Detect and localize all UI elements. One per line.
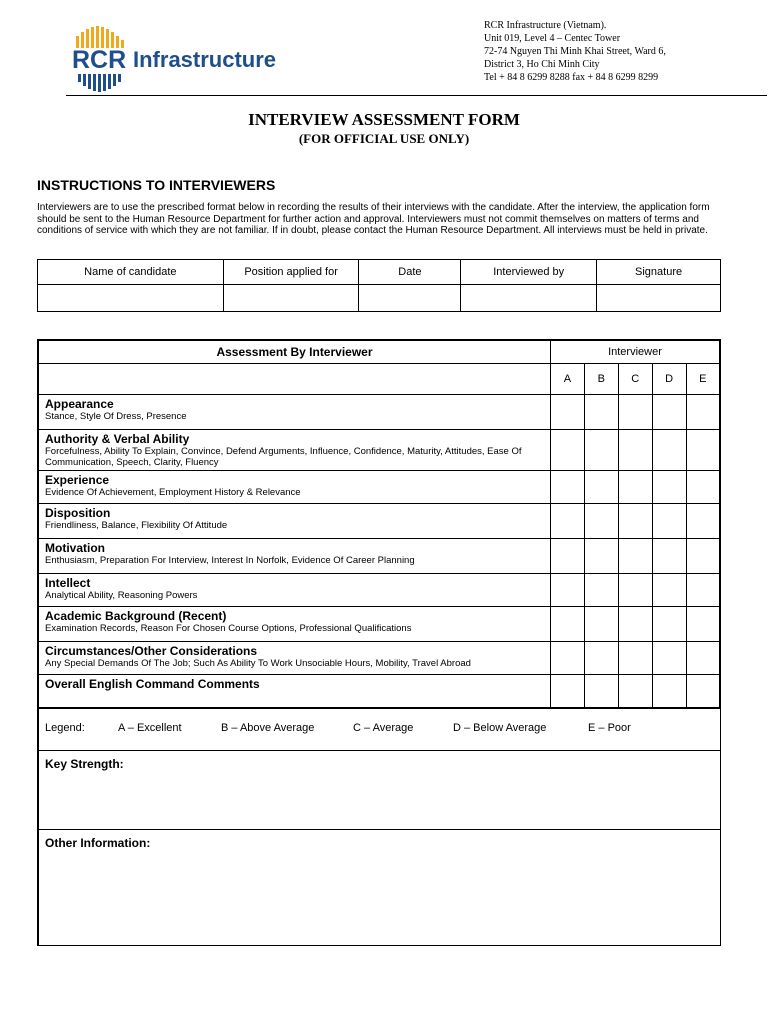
position-field[interactable] [223,285,359,312]
criteria-description: Evidence Of Achievement, Employment History & Relevance [45,486,301,498]
criteria-name: Authority & Verbal Ability [45,431,190,446]
rating-cell[interactable] [550,573,584,606]
rating-cell[interactable] [686,641,720,674]
rating-cell[interactable] [652,429,686,470]
grade-letter: D [652,363,686,394]
legend-e: E – Poor [588,722,631,734]
address-line: RCR Infrastructure (Vietnam). [484,20,607,31]
legend-and-notes [37,708,721,946]
criteria-cell [38,674,550,708]
address-line: Tel + 84 8 6299 8288 fax + 84 8 6299 8299 [484,72,659,83]
criteria-description: Any Special Demands Of The Job; Such As Ability To Work Unsociable Hours, Mobility, Travel Abroad [45,657,471,669]
rating-cell[interactable] [550,429,584,470]
criteria-cell [38,573,550,606]
criteria-row [38,606,720,641]
position-header: Position applied for [223,260,359,285]
criteria-description: Forcefulness, Ability To Explain, Convince, Defend Arguments, Influence, Confidence, Maturity, Attitudes, Ease Of Communication, Speech, Clarity, Fluency [45,445,522,468]
candidate-info-table [37,259,721,312]
address-line: District 3, Ho Chi Minh City [484,59,600,70]
key-strength-label: Key Strength: [45,757,124,771]
rating-cell[interactable] [652,674,686,708]
interviewed-by-header: Interviewed by [461,260,597,285]
legend-a: A – Excellent [118,722,182,734]
rating-cell[interactable] [652,538,686,573]
candidate-name-field[interactable] [38,285,224,312]
rating-cell[interactable] [584,606,618,641]
criteria-cell [38,470,550,503]
rating-cell[interactable] [550,641,584,674]
key-strength-section[interactable] [39,751,720,830]
criteria-row [38,674,720,708]
criteria-row [38,573,720,606]
company-logo [70,26,300,94]
rating-cell[interactable] [550,394,584,429]
criteria-description: Friendliness, Balance, Flexibility Of Attitude [45,519,228,531]
rating-cell[interactable] [618,573,652,606]
criteria-name: Academic Background (Recent) [45,608,227,623]
criteria-name: Disposition [45,505,111,520]
rating-cell[interactable] [618,429,652,470]
rating-cell[interactable] [584,503,618,538]
criteria-name: Overall English Command Comments [45,676,260,691]
criteria-row [38,470,720,503]
rating-cell[interactable] [686,470,720,503]
rating-cell[interactable] [584,674,618,708]
criteria-cell [38,538,550,573]
other-information-section[interactable] [39,830,720,945]
criteria-cell [38,394,550,429]
rating-cell[interactable] [618,674,652,708]
logo-rcr-text: RCR [72,46,127,74]
grade-letter: E [686,363,720,394]
rating-cell[interactable] [686,573,720,606]
signature-header: Signature [597,260,721,285]
assessment-heading: Assessment By Interviewer [38,340,550,363]
criteria-cell [38,503,550,538]
logo-infrastructure-text: Infrastructure [133,47,277,72]
address-line: Unit 019, Level 4 – Centec Tower [484,33,621,44]
other-information-label: Other Information: [45,836,151,850]
rating-cell[interactable] [686,538,720,573]
rating-cell[interactable] [618,641,652,674]
legend-b: B – Above Average [221,722,315,734]
rating-cell[interactable] [550,538,584,573]
criteria-row [38,429,720,470]
criteria-cell [38,606,550,641]
criteria-name: Intellect [45,575,91,590]
legend-d: D – Below Average [453,722,547,734]
criteria-cell [38,429,550,470]
rating-cell[interactable] [618,503,652,538]
criteria-name: Experience [45,472,110,487]
rating-cell[interactable] [686,503,720,538]
letters-spacer [38,363,550,394]
rating-cell[interactable] [652,503,686,538]
signature-field[interactable] [597,285,721,312]
criteria-row [38,538,720,573]
criteria-row [38,641,720,674]
company-address [484,19,666,84]
rating-cell[interactable] [618,538,652,573]
rating-cell[interactable] [550,674,584,708]
rating-cell[interactable] [584,573,618,606]
grade-letter: B [584,363,618,394]
rating-cell[interactable] [550,470,584,503]
rating-cell[interactable] [686,429,720,470]
rating-cell[interactable] [686,606,720,641]
rating-cell[interactable] [584,538,618,573]
form-title: INTERVIEW ASSESSMENT FORM [248,110,520,129]
date-field[interactable] [359,285,461,312]
criteria-name: Circumstances/Other Considerations [45,643,258,658]
rating-cell[interactable] [618,394,652,429]
form-subtitle: (FOR OFFICIAL USE ONLY) [298,131,470,146]
criteria-description: Enthusiasm, Preparation For Interview, Interest In Norfolk, Evidence Of Career Planning [45,554,415,566]
rating-cell[interactable] [686,394,720,429]
rating-cell[interactable] [652,641,686,674]
legend-c: C – Average [353,722,414,734]
rating-cell[interactable] [652,394,686,429]
rating-cell[interactable] [686,674,720,708]
criteria-row [38,503,720,538]
rating-cell[interactable] [618,606,652,641]
rating-cell[interactable] [618,470,652,503]
instructions-heading: INSTRUCTIONS TO INTERVIEWERS [37,177,276,193]
criteria-row [38,394,720,429]
rating-cell[interactable] [550,606,584,641]
rating-cell[interactable] [584,394,618,429]
criteria-description: Stance, Style Of Dress, Presence [45,410,187,422]
assessment-table [37,339,721,709]
interviewed-by-field[interactable] [461,285,597,312]
instructions-text: Interviewers are to use the prescribed format below in recording the results of their interviews with the candidate. After the interview, the application form should be sent to the Human Resource Department for further action and approval. Interviewers must not commit themselves on matters of terms and conditions of service with which they are not familiar. If in doubt, please contact the Human Resource Department. All interviews must be held in private. [37,202,710,236]
rating-cell[interactable] [652,573,686,606]
rating-cell[interactable] [584,470,618,503]
grade-letter: A [550,363,584,394]
rating-cell[interactable] [652,606,686,641]
date-header: Date [359,260,461,285]
criteria-name: Motivation [45,540,105,555]
header-divider [66,95,767,96]
legend [39,708,720,751]
criteria-cell [38,641,550,674]
address-line: 72-74 Nguyen Thi Minh Khai Street, Ward 6, [484,46,666,57]
rating-cell[interactable] [652,470,686,503]
candidate-name-header: Name of candidate [38,260,224,285]
legend-label: Legend: [45,722,85,734]
rating-cell[interactable] [584,641,618,674]
interviewer-heading: Interviewer [550,340,720,363]
criteria-description: Analytical Ability, Reasoning Powers [45,589,198,601]
criteria-name: Appearance [45,396,114,411]
rating-cell[interactable] [584,429,618,470]
criteria-description: Examination Records, Reason For Chosen Course Options, Professional Qualifications [45,622,412,634]
rating-cell[interactable] [550,503,584,538]
grade-letter: C [618,363,652,394]
